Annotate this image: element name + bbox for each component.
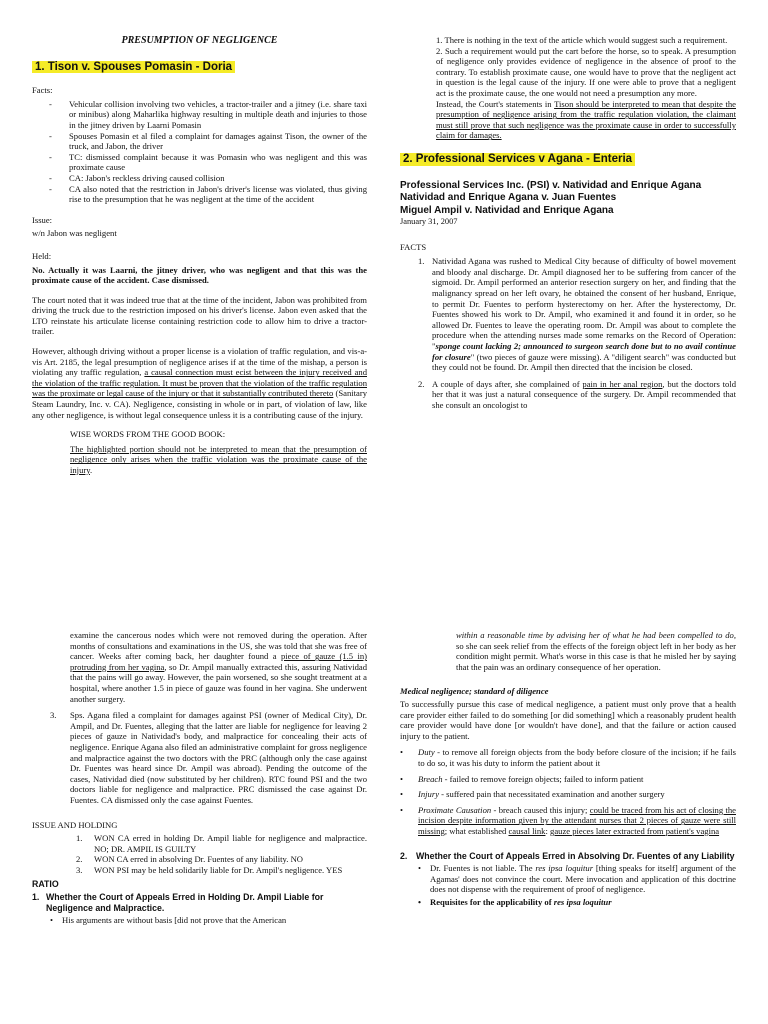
paragraph: The court noted that it was indeed true that at the time of the incident, Jabon was prohibited from driving the truck due to the restriction imposed on his driver's license. Jabon even asked that the LTO reinstate his articulate license containing restriction code to allow him to drive a tractor- trailer. xyxy=(32,294,367,337)
case-title-line: Natividad and Enrique Agana v. Juan Fuentes xyxy=(400,192,617,204)
text-span: so she can seek relief from the effects of the foreign object left in her body as her condition might permit. What's worse in this case is that he misled her by saying that the pain was an ordinary consequence of her operation. xyxy=(456,640,736,672)
reason-item: 1. There is nothing in the text of the article which would suggest such a requirement. xyxy=(436,35,728,45)
wise-words-label: WISE WORDS FROM THE GOOD BOOK: xyxy=(70,429,226,440)
facts-list xyxy=(32,99,367,205)
italic-text: within a reasonable time by advising her of what he had been compelled to do, xyxy=(456,630,736,640)
list-item: 2. A couple of days after, she complained of pain in her anal region, but the doctors told her that it was just a natural consequence of the surgery. Dr. Ampil recommended that she consult an oncologist to xyxy=(418,378,736,410)
issue-text: w/n Jabon was negligent xyxy=(32,228,117,239)
facts-label: FACTS xyxy=(400,241,427,252)
list-item: 3. WON PSI may be held solidarily liable for Dr. Ampil's negligence. YES xyxy=(76,864,343,875)
case1-heading: 1. Tison v. Spouses Pomasin - Doria xyxy=(32,61,235,74)
paragraph: To successfully pursue this case of medical negligence, a patient must only prove that a health care provider either failed to do something [or did something] which a reasonably prudent health care provider would have done [or wouldn't have done], and that the failure or action caused injury to the patient. xyxy=(400,698,736,741)
page1-left-column xyxy=(32,36,367,480)
list-item: - Spouses Pomasin et al filed a complaint for damages against Tison, the owner of the truck, and Jabon, the driver xyxy=(32,131,367,152)
case-title-line: Miguel Ampil v. Natividad and Enrique Agana xyxy=(400,204,614,216)
document-title: PRESUMPTION OF NEGLIGENCE xyxy=(121,35,278,46)
text-span: However, although driving without a proper license is a violation of traffic regulation, and vis-a-vis Art. 2185, the legal presumption of negligence arises if at the time of the mishap, a person is violating any traffic regulation, xyxy=(32,346,367,378)
list-item: • Dr. Fuentes is not liable. The res ipsa loquitur [thing speaks for itself] argument of the Agamas' does not convince the court. Mere invocation and application of this doctrine does not dispense with the requirement of proof of negligence. xyxy=(418,863,736,895)
text-span: " (two pieces of gauze were missing). A "diligent search" was conducted but they could not be found. Dr. Ampil then directed that the incision be closed. xyxy=(432,351,736,373)
issue-holding-label: ISSUE AND HOLDING xyxy=(32,819,118,830)
underlined-text: piece of gauze (1.5 in) protruding from her vagina xyxy=(70,651,367,672)
paragraph xyxy=(400,630,736,672)
case2-heading: 2. Professional Services v Agana - Enteria xyxy=(400,153,635,166)
list-item: - Vehicular collision involving two vehicles, a tractor-trailer and a jitney (i.e. share taxi or minibus) along Maharlika highway resulting in multiple death and injuries to those in the jitney driven by Laarni Pomasin xyxy=(32,99,367,131)
text-span: Sps. Agana filed a complaint for damages against PSI (owner of Medical City), Dr. Ampil, and Dr. Fuentes, alleging that the latter are liable for negligence for leaving 2 pieces of gauze in Natividad's body, and malpractice for concealing their acts of negligence. Enrique Agana also filed an administrative complaint for gross negligence and malpractice against the two doctors with the PRC (although only the case against Dr. Fuentes was heard since Dr. Ampil was abroad). Pending the outcome of the cases, Natividad died (now substituted by her children). RTC found PSI and the two doctors liable for negligence and malpractice. PRC dismissed the case against Dr. Fuentes. CA dismissed only the case against Fuentes. xyxy=(70,710,367,805)
text-span: examine the cancerous nodes which were not removed during the operation. After months of consultations and examinations in the US, she was told that she was free of cancer. Weeks after coming back, her daughter found a xyxy=(70,630,367,662)
underlined-text: Tison should be interpreted to mean that despite the presumption of negligence arising from the traffic regulation violation, the claimant must still prove that such negligence was the proximate cause in order to successfully claim for damages. xyxy=(436,98,736,141)
held-text: No. Actually it was Laarni, the jitney driver, who was negligent and that this was the proximate cause of the accident. Case dismissed. xyxy=(32,264,367,286)
ratio-heading: 2. Whether the Court of Appeals Erred in Absolving Dr. Fuentes of any Liability xyxy=(400,850,735,861)
text-span: Instead, the Court's statements in xyxy=(436,98,555,109)
list-item: • Breach - failed to remove foreign objects; failed to inform patient xyxy=(400,773,644,784)
ratio-heading: 1. Whether the Court of Appeals Erred in Holding Dr. Ampil Liable for Negligence and Malpractice. xyxy=(32,892,324,913)
case-date: January 31, 2007 xyxy=(400,217,458,227)
list-item: • His arguments are without basis [did not prove that the American xyxy=(50,915,287,926)
ratio-label: RATIO xyxy=(32,879,59,890)
list-item: - TC: dismissed complaint because it was Pomasin who was negligent and this was proximate cause xyxy=(32,152,367,173)
list-number: 3. xyxy=(50,710,57,721)
paragraph xyxy=(32,346,367,420)
instead-paragraph xyxy=(436,99,736,141)
facts-list xyxy=(400,256,736,410)
facts-label: Facts: xyxy=(32,85,53,96)
text-span: Natividad Agana was rushed to Medical City because of difficulty of bowel movement and bloody anal discharge. Dr. Ampil diagnosed her to be suffering from cancer of the sigmoid. Dr. Ampil performed an anterior resection surgery on her, and finding that the malignancy spread on her left ovary, he obtained the consent of her husband, Enrique, to permit Dr. Fuentes to perform hysterectomy on her. After the hysterectomy, Dr. Fuentes showed his work to Dr. Ampil, who examined it and found it in order, so he allowed Dr. Fuentes to leave the operating room. Dr. Ampil was about to complete the procedure when the attending nurses made some remarks on the Record of Operation: " xyxy=(432,256,736,351)
case-title-line: Professional Services Inc. (PSI) v. Natividad and Enrique Agana xyxy=(400,179,702,191)
reason-item: 2. Such a requirement would put the cart before the horse, so to speak. A presumption of negligence only provides evidence of negligence in the absence of proof to the contrary. To establish proximate cause, one would have to prove that the negligent act in question is the legal cause of the injury. If one were able to prove that a negligent act is the proximate cause, the one would not need a presumption any more. xyxy=(436,45,736,98)
numbered-reasons xyxy=(400,35,736,141)
text-span: A couple of days after, she complained of xyxy=(432,378,583,389)
list-item: • Proximate Causation - breach caused this injury; could be traced from his act of closing the incision despite information given by the attendant nurses that 2 pieces of gauze were still missing; what established causal link: gauze pieces later extracted from patient's vagina xyxy=(400,804,736,836)
underlined-text: The highlighted portion should not be interpreted to mean that the presumption of negligence only arises when the traffic violation was the proximate cause of the injury xyxy=(70,443,367,475)
underlined-text: pain in her anal region xyxy=(582,378,663,389)
list-item: • Injury - suffered pain that necessitated examination and another surgery xyxy=(400,789,665,800)
text-span: (Sanitary Steam Laundry, Inc. v. CA). Negligence, consisting in whole or in part, of violation of law, like any other negligence, is without legal consequence unless it is a contributing cause of the injury. xyxy=(32,388,368,420)
underlined-text: a causal connection must ecist between the injury received and the violation of the traffic regulation. It must be proven that the violation of the traffic regulation was the proximate or legal cause of the injury or that it substantially contributed thereto xyxy=(32,367,367,399)
page1-right-column xyxy=(400,35,736,417)
page2-right-column xyxy=(400,630,736,909)
issue-label: Issue: xyxy=(32,214,53,225)
text-span: , but the doctors told her that it was just a natural consequence of the surgery. Dr. Ampil recommended that she consult an oncologist to xyxy=(432,378,736,410)
list-item: • Requisites for the applicability of res ipsa loquitur xyxy=(418,896,612,907)
list-item: • Duty - to remove all foreign objects from the body before closure of the incision; if he fails to do so, it was his duty to inform the patient about it xyxy=(400,747,736,768)
emphasis-text: sponge count lacking 2; announced to surgeon search done but to no avail continue for closure xyxy=(432,340,736,362)
text-span: , so Dr. Ampil manually extracted this, assuring Natividad that the pains will go away. However, the pain worsened, so she sought treatment at a hospital, where another 1.5 in piece of gauze was found in her vagina. She underwent another surgery. xyxy=(70,661,368,704)
paragraph xyxy=(32,630,367,704)
wise-words-text xyxy=(70,444,367,476)
list-item: - CA: Jabon's reckless driving caused collision xyxy=(32,173,367,184)
list-item: 2. WON CA erred in absolving Dr. Fuentes of any liability. NO xyxy=(76,854,304,865)
list-item: 1. Natividad Agana was rushed to Medical City because of difficulty of bowel movement and bloody anal discharge. Dr. Ampil diagnosed her to be suffering from cancer of the sigmoid. Dr. Ampil performed an anterior resection surgery on her, and finding that the malignancy spread on her left ovary, he obtained the consent of her husband, Enrique, to permit Dr. Fuentes to perform hysterectomy on her. After the hysterectomy, Dr. Fuentes showed his work to Dr. Ampil, who examined it and found it in order, so he allowed Dr. Fuentes to leave the operating room. Dr. Ampil was about to complete the procedure when the attending nurses made some remarks on the Record of Operation: "sponge count lacking 2; announced to surgeon search done but to no avail continue for closure" (two pieces of gauze were missing). A "diligent search" was conducted but they could not be found. Dr. Ampil then directed that the incision be closed. xyxy=(418,256,736,373)
held-label: Held: xyxy=(32,250,52,261)
section-heading: Medical negligence; standard of diligence xyxy=(400,686,549,697)
document-page-2 xyxy=(0,512,768,1024)
list-item: 1. WON CA erred in holding Dr. Ampil liable for negligence and malpractice. NO; DR. AMPIL IS GUILTY xyxy=(76,833,367,854)
list-item: - CA also noted that the restriction in Jabon's driver's license was violated, thus giving rise to the presumption that he was negligent at the time of the accident xyxy=(32,184,367,205)
page2-left-column xyxy=(32,630,367,928)
list-item xyxy=(32,710,367,805)
text-span: . xyxy=(89,465,93,475)
issue-list xyxy=(32,833,367,875)
